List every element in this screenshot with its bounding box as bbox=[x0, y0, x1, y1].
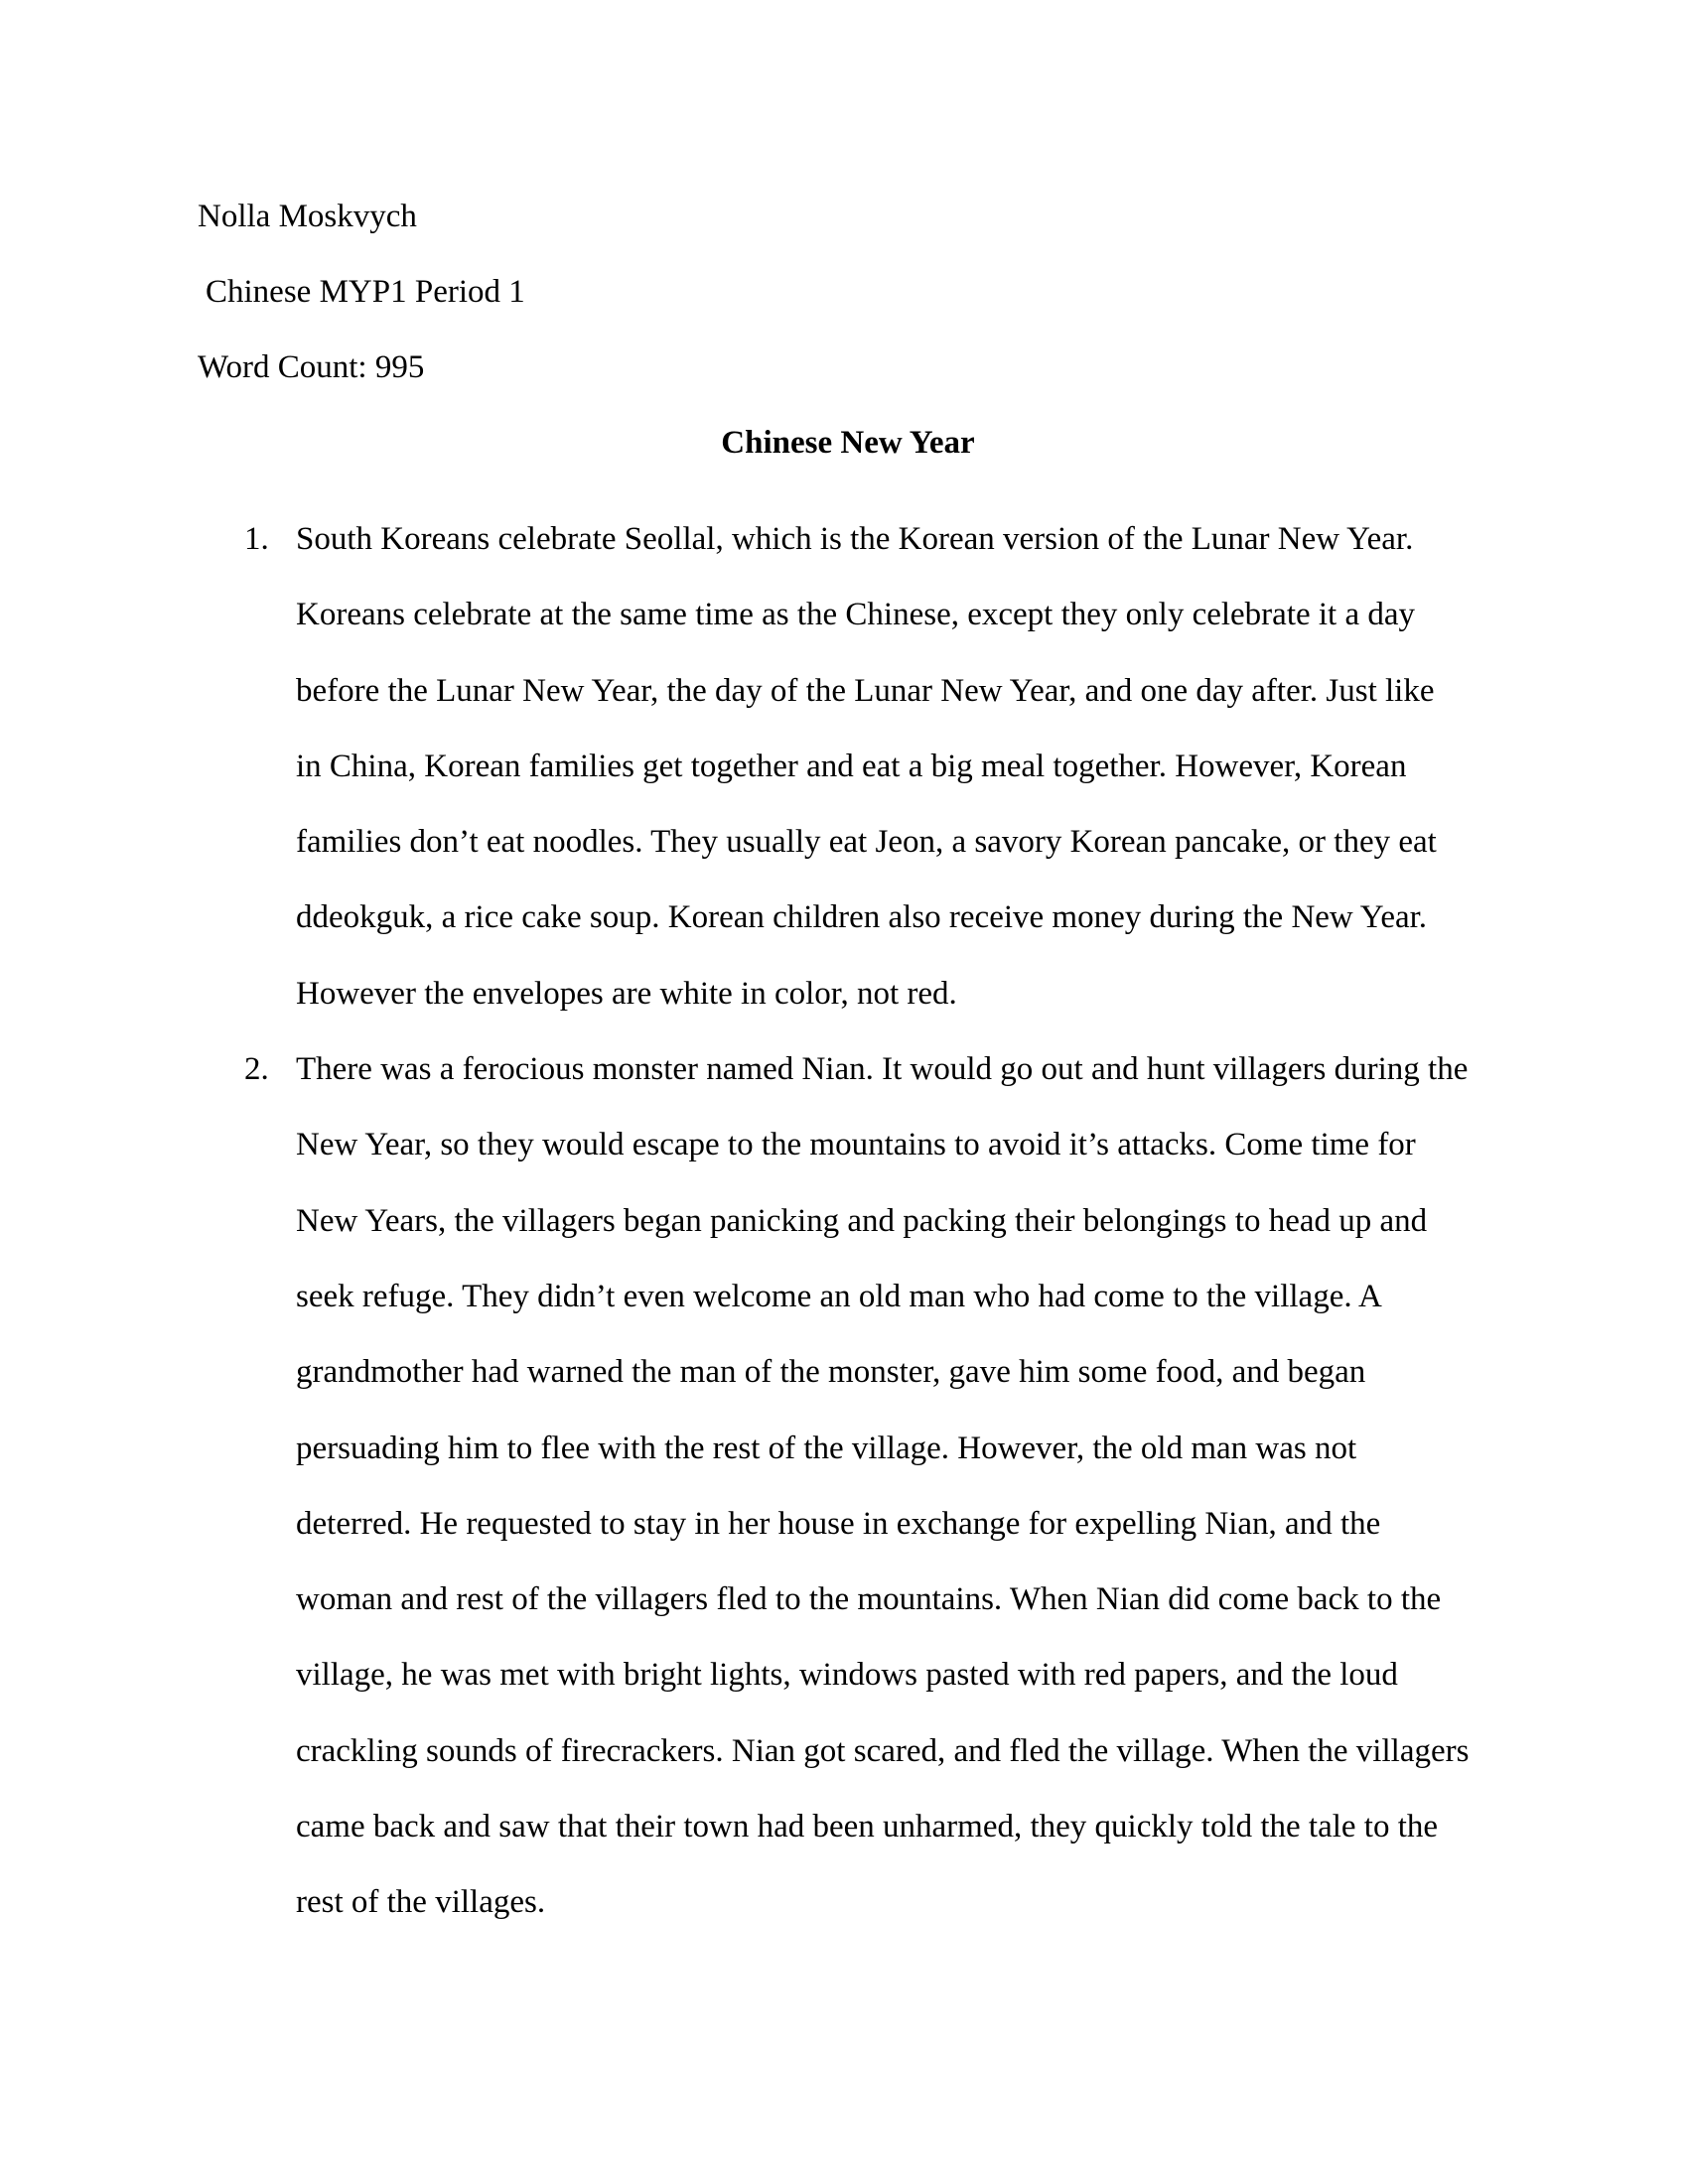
list-item-number: 2. bbox=[244, 1051, 269, 1088]
paragraph-line: ddeokguk, a rice cake soup. Korean children also receive money during the New Year. bbox=[296, 899, 1428, 936]
paragraph-line: deterred. He requested to stay in her house in exchange for expelling Nian, and the bbox=[296, 1505, 1381, 1542]
paragraph-line: However the envelopes are white in color, not red. bbox=[296, 975, 957, 1012]
author-name: Nolla Moskvych bbox=[198, 199, 417, 234]
list-item-paragraph bbox=[296, 1031, 1497, 1941]
paragraph-line: crackling sounds of firecrackers. Nian got scared, and fled the village. When the villagers bbox=[296, 1732, 1470, 1769]
document-title-container bbox=[0, 423, 1688, 463]
word-count: Word Count: 995 bbox=[198, 349, 425, 385]
list-item-number: 1. bbox=[244, 521, 269, 557]
paragraph-line: seek refuge. They didn’t even welcome an old man who had come to the village. A bbox=[296, 1278, 1382, 1314]
paragraph-line: New Year, so they would escape to the mountains to avoid it’s attacks. Come time for bbox=[296, 1127, 1416, 1163]
paragraph-line: South Koreans celebrate Seollal, which is the Korean version of the Lunar New Year. bbox=[296, 521, 1414, 557]
paragraph-line: Koreans celebrate at the same time as the Chinese, except they only celebrate it a day bbox=[296, 597, 1416, 633]
paragraph-line: grandmother had warned the man of the monster, gave him some food, and began bbox=[296, 1354, 1366, 1391]
paragraph-line: before the Lunar New Year, the day of the Lunar New Year, and one day after. Just like bbox=[296, 672, 1435, 709]
paragraph-line: in China, Korean families get together and eat a big meal together. However, Korean bbox=[296, 748, 1407, 784]
paragraph-line: There was a ferocious monster named Nian. It would go out and hunt villagers during the bbox=[296, 1051, 1469, 1088]
paragraph-line: woman and rest of the villagers fled to the mountains. When Nian did come back to the bbox=[296, 1581, 1442, 1618]
paragraph-line: families don’t eat noodles. They usually eat Jeon, a savory Korean pancake, or they eat bbox=[296, 824, 1437, 861]
paragraph-line: rest of the villages. bbox=[296, 1884, 546, 1921]
numbered-list bbox=[0, 501, 1688, 1941]
list-item-paragraph bbox=[296, 501, 1497, 1031]
paragraph-line: village, he was met with bright lights, windows pasted with red papers, and the loud bbox=[296, 1657, 1398, 1694]
paragraph-line: came back and saw that their town had been unharmed, they quickly told the tale to the bbox=[296, 1809, 1439, 1845]
paragraph-line: persuading him to flee with the rest of the village. However, the old man was not bbox=[296, 1430, 1357, 1466]
list-item bbox=[0, 1031, 1688, 1941]
course-info: Chinese MYP1 Period 1 bbox=[206, 274, 525, 310]
document-title: Chinese New Year bbox=[721, 425, 975, 461]
list-item bbox=[0, 501, 1688, 1031]
paragraph-line: New Years, the villagers began panicking and packing their belongings to head up and bbox=[296, 1202, 1428, 1239]
